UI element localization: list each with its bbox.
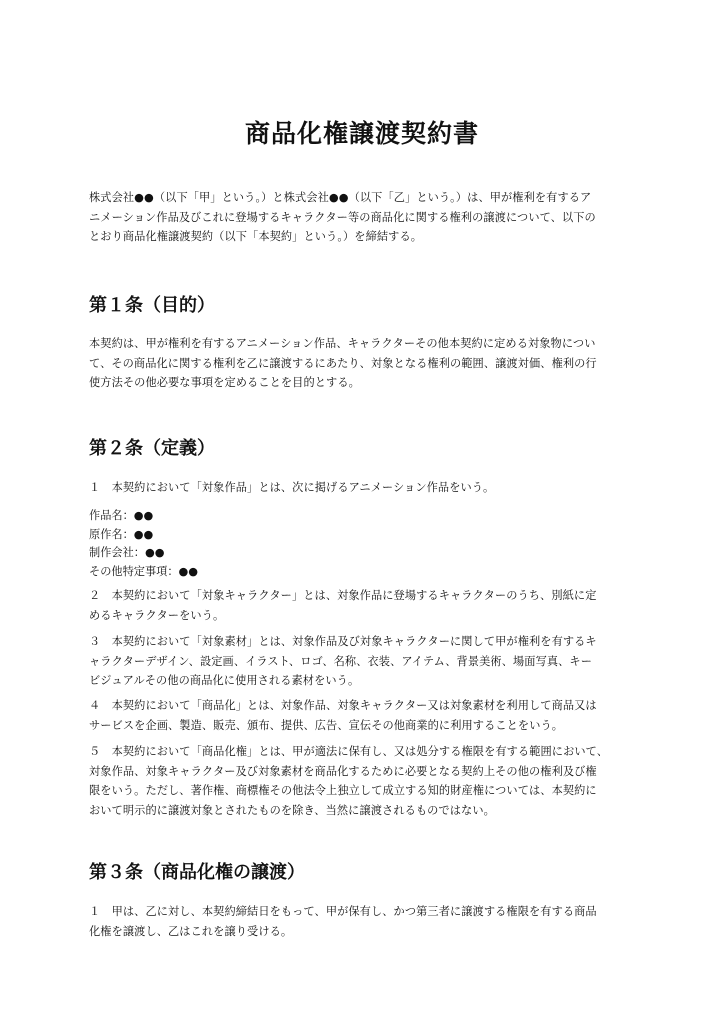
article-1-body	[89, 334, 649, 393]
article-1-heading: 第１条（目的）	[89, 295, 215, 316]
article-1-line: 本契約は、甲が権利を有するアニメーション作品、キャラクターその他本契約に定める対象物につい	[89, 337, 596, 350]
document-title: 商品化権譲渡契約書	[244, 119, 479, 148]
article-2-clause-4-line: ４ 本契約において「商品化」とは、対象作品、対象キャラクター又は対象素材を利用して商品又は	[89, 699, 597, 712]
article-2-clause-2-line: ２ 本契約において「対象キャラクター」とは、対象作品に登場するキャラクターのうち、別紙に定	[89, 589, 597, 602]
article-3-clause-1	[89, 902, 649, 941]
article-2-clause-1	[89, 478, 649, 498]
article-2-clause-4-line: サービスを企画、製造、販売、頒布、提供、広告、宣伝その他商業的に利用することをいう。	[89, 718, 564, 732]
article-2-clause-2	[89, 586, 649, 625]
article-2-clause-3-line: ャラクターデザイン、設定画、イラスト、ロゴ、名称、衣装、アイテム、背景美術、場面写真、キー	[89, 654, 593, 668]
article-1-line: て、その商品化に関する権利を乙に譲渡するにあたり、対象となる権利の範囲、譲渡対価、権利の行	[89, 356, 597, 370]
article-3-clause-1-line: １ 甲は、乙に対し、本契約締結日をもって、甲が保有し、かつ第三者に譲渡する権限を有する商品	[89, 905, 597, 918]
article-1-line: 使方法その他必要な事項を定めることを目的とする。	[89, 376, 360, 389]
article-3-heading: 第３条（商品化権の譲渡）	[89, 862, 305, 883]
work-info-list	[89, 507, 389, 581]
work-title-line: 作品名：●●	[89, 509, 154, 522]
article-3-clause-1-line: 化権を譲渡し、乙はこれを譲り受ける。	[89, 924, 293, 938]
production-company-line: 制作会社：●●	[89, 546, 165, 559]
article-2-clause-5-line: 対象作品、対象キャラクター及び対象素材を商品化するために必要となる契約上その他の権利及び権	[89, 764, 597, 778]
article-2-heading: 第２条（定義）	[89, 438, 215, 459]
preamble-paragraph	[89, 188, 649, 247]
article-2-clause-3-line: ３ 本契約において「対象素材」とは、対象作品及び対象キャラクターに関して甲が権利を有するキ	[89, 635, 597, 648]
preamble-line: とおり商品化権譲渡契約（以下「本契約」という。）を締結する。	[89, 230, 423, 243]
other-details-line: その他特定事項：●●	[89, 564, 199, 578]
article-2-clause-3	[89, 632, 649, 691]
preamble-line: ニメーション作品及びこれに登場するキャラクター等の商品化に関する権利の譲渡について、以下の	[89, 210, 596, 224]
article-2-clause-2-line: めるキャラクターをいう。	[89, 608, 225, 622]
article-2-clause-5	[89, 742, 649, 820]
article-2-clause-4	[89, 696, 649, 735]
original-title-line: 原作名：●●	[89, 527, 154, 541]
article-2-clause-3-line: ビジュアルその他の商品化に使用される素材をいう。	[89, 674, 360, 687]
article-2-clause-1-line: １ 本契約において「対象作品」とは、次に掲げるアニメーション作品をいう。	[89, 481, 495, 494]
article-2-clause-5-line: おいて明示的に譲渡対象とされたものを除き、当然に譲渡されるものではない。	[89, 803, 495, 817]
article-2-clause-5-line: ５ 本契約において「商品化権」とは、甲が適法に保有し、又は処分する権限を有する範囲において、	[89, 745, 609, 758]
preamble-line: 株式会社●●（以下「甲」という。）と株式会社●●（以下「乙」という。）は、甲が権利を有するア	[89, 191, 592, 204]
article-2-clause-5-line: 限をいう。ただし、著作権、商標権その他法令上独立して成立する知的財産権については、本契約に	[89, 784, 597, 797]
